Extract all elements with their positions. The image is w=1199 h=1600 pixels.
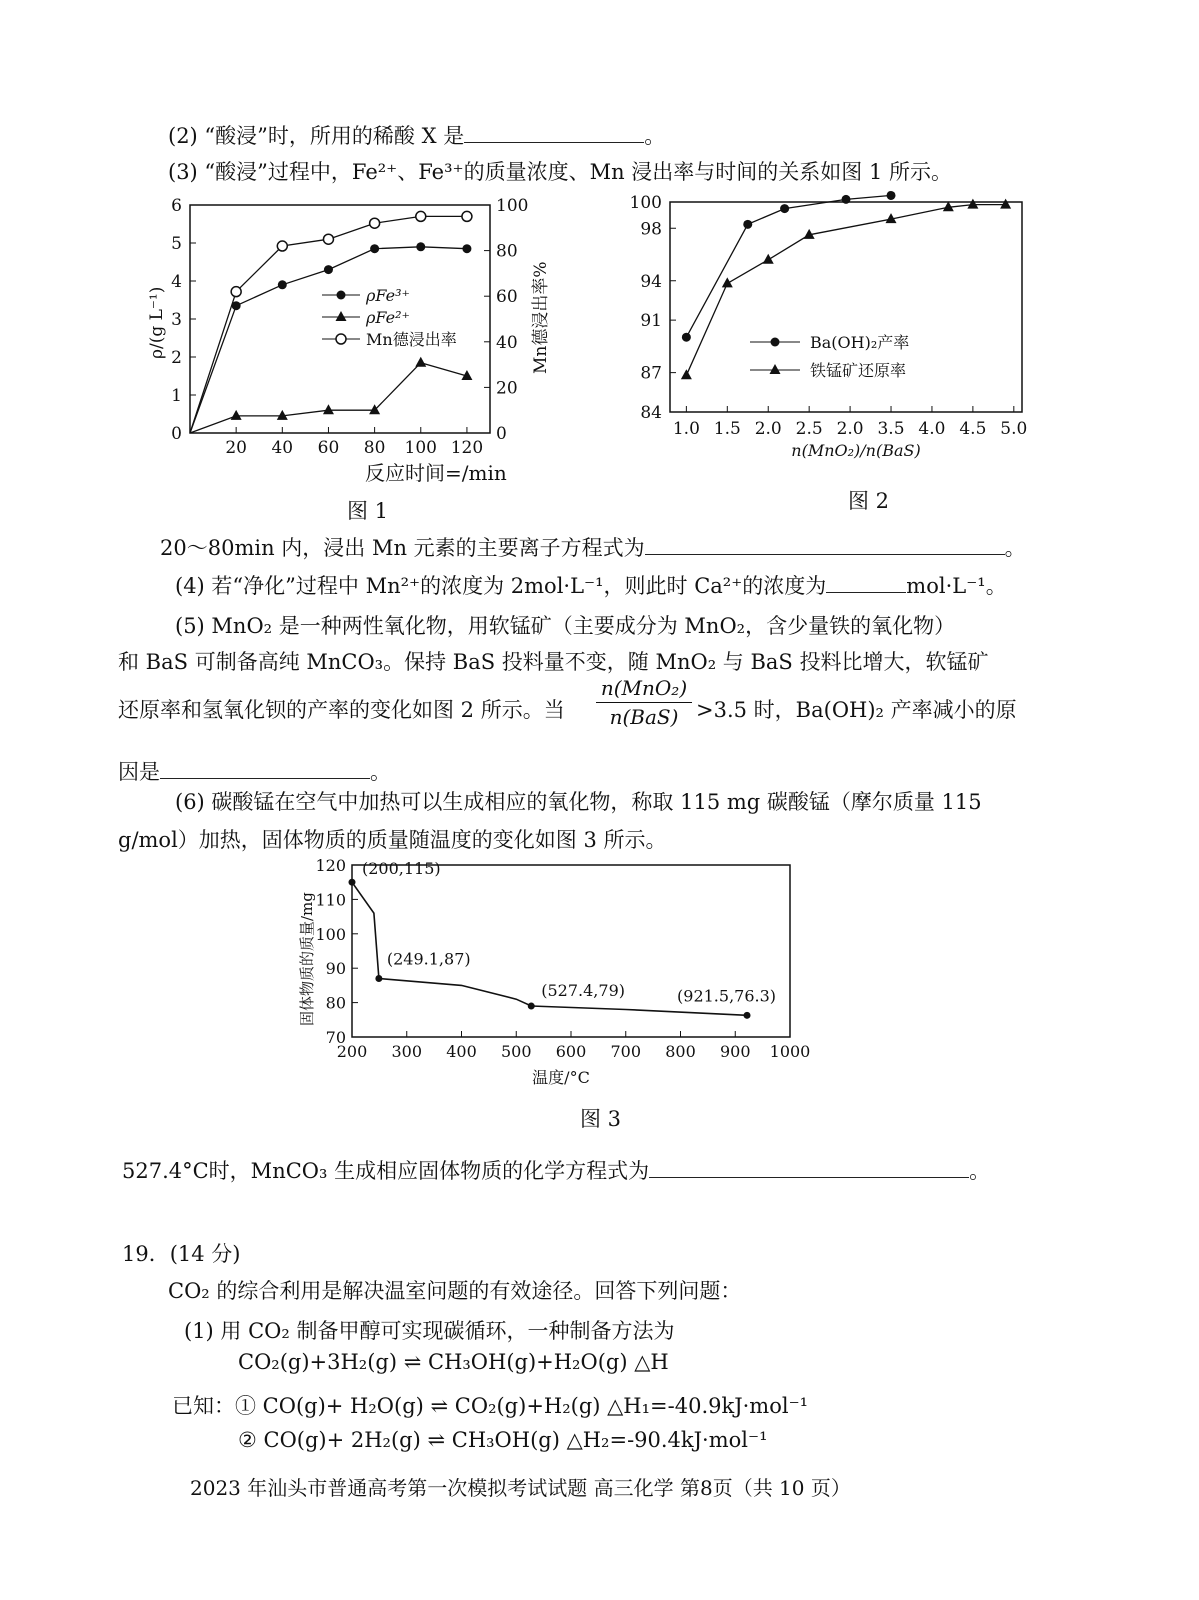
q3-text: (3) “酸浸”过程中，Fe²⁺、Fe³⁺的质量浓度、Mn 浸出率与时间的关系如图 1 所示。	[168, 160, 953, 184]
fig1-plot	[147, 196, 551, 458]
fig1-point	[415, 357, 426, 367]
fig1-yr-tick-label: 60	[496, 287, 518, 308]
fig1-point	[462, 244, 471, 253]
fig1-point	[231, 410, 242, 420]
fig1-ylabel-left: ρ/(g L⁻¹)	[147, 286, 167, 359]
q19-part1: (1) 用 CO₂ 制备甲醇可实现碳循环，一种制备方法为	[184, 1319, 675, 1343]
fig3-x-tick-label: 600	[555, 1042, 587, 1061]
q3b-end: 。	[1004, 536, 1026, 560]
q2-end: 。	[644, 124, 666, 148]
fig1-point	[416, 242, 425, 251]
fig3-y-tick-label: 100	[315, 924, 346, 944]
fig3-caption: 图 3	[580, 1107, 622, 1131]
fig1-caption: 图 1	[347, 499, 389, 523]
fig3-point	[375, 975, 382, 982]
q3b-line	[160, 532, 1026, 562]
q6b-text: 527.4°C时，MnCO₃ 生成相应固体物质的化学方程式为	[122, 1159, 650, 1183]
fig3-point	[744, 1012, 751, 1019]
fig1-point	[231, 287, 241, 297]
q5-line3b: >3.5 时，Ba(OH)₂ 产率减小的原	[696, 698, 1017, 722]
ratio-fraction	[596, 676, 692, 729]
q4-text: (4) 若“净化”过程中 Mn²⁺的浓度为 2mol·L⁻¹，则此时 Ca²⁺的浓度为	[175, 574, 827, 598]
fig2-x-tick-label: 3.5	[877, 419, 905, 439]
q6b-end: 。	[969, 1159, 991, 1183]
fig2-x-tick-label: 2.0	[836, 419, 864, 439]
fig1-legend-marker	[337, 291, 346, 300]
fig1-x-tick-label: 60	[317, 438, 340, 458]
fig1-yr-tick-label: 40	[496, 332, 518, 353]
fig1-yl-tick-label: 3	[171, 310, 182, 330]
answer-blank[interactable]	[649, 1159, 969, 1178]
fig3-ylabel: 固体物质的质量/mg	[298, 892, 316, 1026]
q2-text: (2) “酸浸”时，所用的稀酸 X 是	[168, 124, 465, 148]
fraction-denominator: n(BaS)	[609, 705, 679, 729]
fig1-legend-label: Mn德浸出率	[366, 330, 457, 349]
fig2-x-tick-label: 4.5	[959, 419, 987, 439]
q5-end: 。	[370, 760, 391, 784]
fig1-yl-tick-label: 6	[171, 196, 182, 216]
fig3-x-tick-label: 200	[336, 1042, 368, 1061]
fig2-point	[682, 333, 691, 342]
figure-3	[290, 855, 840, 1090]
fig1-yr-tick-label: 80	[496, 241, 518, 262]
q5-line4	[118, 756, 391, 786]
fig3-plot	[298, 856, 810, 1087]
fig2-point	[743, 220, 752, 229]
fig1-x-tick-label: 80	[363, 438, 386, 458]
fig3-point-label: (527.4,79)	[541, 981, 625, 1001]
fig2-y-tick-label: 94	[640, 271, 662, 292]
fig1-yr-tick-label: 0	[496, 424, 507, 444]
q5-line4-text: 因是	[118, 760, 160, 784]
fig1-yl-tick-label: 0	[171, 424, 182, 444]
answer-blank[interactable]	[160, 760, 370, 779]
fig1-ylabel-right: Mn德浸出率%	[531, 261, 551, 374]
fig3-x-tick-label: 800	[665, 1042, 696, 1061]
fig2-legend-marker	[770, 364, 781, 374]
q4-line	[175, 570, 1007, 600]
fig1-yr-tick-label: 20	[496, 378, 518, 399]
figure-1	[130, 190, 570, 490]
answer-blank[interactable]	[464, 124, 644, 143]
fig2-point	[763, 254, 774, 264]
fig1-point	[370, 244, 379, 253]
q19-equation: CO₂(g)+3H₂(g) ⇌ CH₃OH(g)+H₂O(g) △H	[238, 1350, 669, 1374]
fig1-x-tick-label: 120	[450, 438, 484, 458]
fig3-xlabel: 温度/°C	[532, 1068, 590, 1087]
q6-line2: g/mol）加热，固体物质的质量随温度的变化如图 3 所示。	[118, 828, 667, 852]
fig1-legend-label: ρFe³⁺	[366, 286, 410, 305]
fig2-x-tick-label: 1.5	[713, 419, 741, 439]
fig3-x-tick-label: 700	[610, 1042, 642, 1061]
fig1-point	[277, 241, 287, 251]
answer-blank[interactable]	[645, 536, 1005, 555]
fig2-point	[842, 195, 851, 204]
fig3-y-tick-label: 110	[315, 890, 346, 910]
fig2-x-tick-label: 1.0	[672, 419, 700, 439]
fig1-legend-label: ρFe²⁺	[366, 308, 410, 327]
fig3-y-tick-label: 70	[325, 1028, 346, 1047]
fig1-series-line	[190, 363, 467, 433]
figure-2	[620, 190, 1040, 480]
fig2-x-tick-label: 4.0	[918, 419, 946, 439]
page-footer: 2023 年汕头市普通高考第一次模拟考试试题 高三化学 第8页（共 10 页）	[190, 1476, 851, 1500]
fig3-point-label: (921.5,76.3)	[677, 986, 777, 1006]
q4-end: mol·L⁻¹。	[906, 574, 1007, 598]
fig2-x-tick-label: 5.0	[1000, 419, 1028, 439]
q2-line	[168, 120, 665, 150]
fig1-point	[323, 404, 334, 414]
fig3-x-tick-label: 1000	[769, 1042, 811, 1061]
fig1-x-tick-label: 20	[225, 438, 247, 458]
fig2-y-tick-label: 87	[640, 363, 662, 384]
fig3-x-tick-label: 300	[391, 1042, 423, 1061]
fig1-point	[323, 234, 333, 244]
fig2-point	[681, 369, 692, 379]
fig1-legend-marker	[336, 334, 346, 344]
fig3-y-tick-label: 90	[325, 959, 346, 979]
q19-known-1	[172, 1390, 808, 1420]
fig2-point	[1000, 199, 1011, 209]
fig3-x-tick-label: 500	[500, 1042, 532, 1061]
fig1-yl-tick-label: 1	[171, 386, 182, 406]
fig1-yl-tick-label: 5	[171, 234, 182, 254]
fig1-point	[278, 280, 287, 289]
fig2-xlabel: n(MnO₂)/n(BaS)	[791, 441, 921, 460]
fig2-y-tick-label: 100	[629, 193, 662, 213]
fig3-y-tick-label: 120	[315, 856, 346, 875]
q5-line1: (5) MnO₂ 是一种两性氧化物，用软锰矿（主要成分为 MnO₂，含少量铁的氧化物）	[175, 614, 956, 638]
fig1-yr-tick-label: 100	[496, 196, 529, 216]
fig2-point	[780, 204, 789, 213]
fig1-series-line	[190, 216, 467, 433]
fig1-yl-tick-label: 2	[171, 348, 182, 368]
fig1-xlabel: 反应时间=/min	[365, 461, 507, 485]
fig1-x-tick-label: 40	[271, 438, 294, 458]
fig1-x-tick-label: 100	[404, 438, 437, 458]
fig1-point	[416, 211, 426, 221]
fig2-y-tick-label: 98	[640, 219, 662, 240]
q3b-text: 20～80min 内，浸出 Mn 元素的主要离子方程式为	[160, 536, 645, 560]
fig2-caption: 图 2	[848, 489, 890, 513]
fig2-legend-label: Ba(OH)₂产率	[810, 333, 910, 352]
fraction-numerator: n(MnO₂)	[596, 676, 692, 703]
fig2-series-line	[686, 195, 891, 337]
fig2-y-tick-label: 91	[640, 311, 662, 332]
fig3-y-tick-label: 80	[325, 993, 346, 1013]
q19-known-2: ② CO(g)+ 2H₂(g) ⇌ CH₃OH(g) △H₂=-90.4kJ·mol⁻¹	[238, 1428, 768, 1452]
answer-blank[interactable]	[826, 574, 906, 593]
fig3-point-label: (249.1,87)	[386, 949, 471, 969]
known-label: 已知：	[172, 1394, 235, 1418]
q5-line3a: 还原率和氢氧化钡的产率的变化如图 2 所示。当	[118, 698, 565, 722]
fig3-point	[528, 1003, 535, 1010]
fig2-legend-marker	[771, 338, 780, 347]
q6-line1: (6) 碳酸锰在空气中加热可以生成相应的氧化物，称取 115 mg 碳酸锰（摩尔质量 115	[175, 790, 982, 814]
fig2-legend-label: 铁锰矿还原率	[810, 361, 907, 380]
q6b-line	[122, 1155, 990, 1185]
fig3-x-tick-label: 900	[719, 1042, 751, 1061]
fig1-point	[462, 211, 472, 221]
fig2-y-tick-label: 84	[640, 403, 662, 423]
q19-header: 19．(14 分)	[122, 1242, 241, 1266]
fig1-legend-marker	[336, 311, 347, 321]
fig2-frame	[670, 202, 1022, 412]
fig2-x-tick-label: 2.5	[795, 419, 823, 439]
fig2-x-tick-label: 2.0	[754, 419, 782, 439]
known-eq1: ① CO(g)+ H₂O(g) ⇌ CO₂(g)+H₂(g) △H₁=-40.9kJ·mol⁻¹	[235, 1394, 809, 1418]
q19-intro: CO₂ 的综合利用是解决温室问题的有效途径。回答下列问题：	[168, 1279, 742, 1303]
fig1-yl-tick-label: 4	[171, 272, 182, 292]
fig3-point	[349, 879, 356, 886]
q5-line2: 和 BaS 可制备高纯 MnCO₃。保持 BaS 投料量不变，随 MnO₂ 与 BaS 投料比增大，软锰矿	[118, 650, 989, 674]
fig2-point	[722, 277, 733, 287]
fig2-plot	[630, 191, 1028, 460]
fig3-x-tick-label: 400	[446, 1042, 477, 1061]
fig1-point	[370, 218, 380, 228]
fig2-point	[887, 191, 896, 200]
fig3-point-label: (200,115)	[362, 859, 441, 879]
fig2-point	[967, 199, 978, 209]
fig1-point	[324, 265, 333, 274]
